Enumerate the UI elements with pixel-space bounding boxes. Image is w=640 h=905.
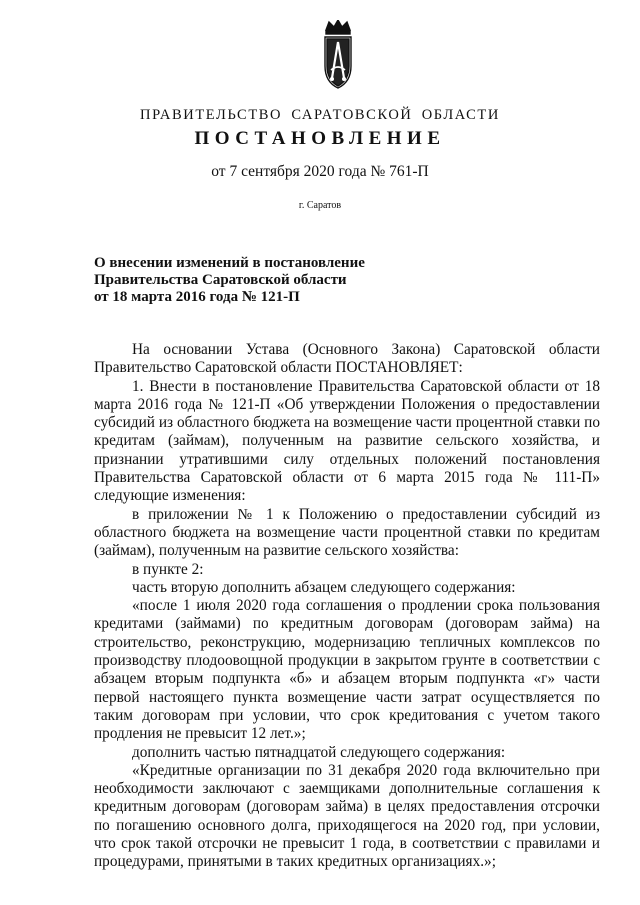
body-paragraph-point-2: в пункте 2: <box>132 560 204 578</box>
body-paragraph-item-1: 1. Внести в постановление Правительства Саратовской области от 18 марта 2016 года № 121-П «Об утверждении Положения о предоставлении субсидий из областного бюджета на возмещение части процентной ставки по кредитам (займам), полученным на развитие сельского хозяйства, и признании утратившими силу отдельных положений постановления Правительства Саратовской области от 6 марта 2015 года № 111-П» следующие изменения: <box>94 377 600 505</box>
body-paragraph-appendix: в приложении № 1 к Положению о предоставлении субсидий из областного бюджета на возмещение части процентной ставки по кредитам (займам), полученным на развитие сельского хозяйства: <box>94 505 600 560</box>
government-name: ПРАВИТЕЛЬСТВО САРАТОВСКОЙ ОБЛАСТИ <box>140 107 500 123</box>
city-name: г. Саратов <box>298 200 342 211</box>
subject-line-2: Правительства Саратовской области <box>94 272 347 288</box>
body-paragraph-quote-2: «Кредитные организации по 31 декабря 2020 года включительно при необходимости заключают с заемщиками дополнительные соглашения к кредитным договорам (договорам займа) в целях предоставления отсрочки по погашению основного долга, приходящегося на 2020 год, при условии, что срок такой отсрочки не превысит 1 года, в соответствии с правилами и процедурами, принятыми в таких кредитных организациях.»; <box>94 761 600 871</box>
subject-line-3: от 18 марта 2016 года № 121-П <box>94 289 300 305</box>
body-paragraph-basis: На основании Устава (Основного Закона) Саратовской области Правительство Саратовской области ПОСТАНОВЛЯЕТ: <box>94 341 600 377</box>
body-paragraph-part-fifteen: дополнить частью пятнадцатой следующего содержания: <box>132 743 506 761</box>
subject-line-1: О внесении изменений в постановление <box>94 255 365 271</box>
body-paragraph-quote-1: «после 1 июля 2020 года соглашения о продлении срока пользования кредитами (займами) по кредитным договорам (договорам займа) на строительство, реконструкцию, модернизацию тепличных комплексов по производству плодоовощной продукции в закрытом грунте в соответствии с абзацем вторым подпункта «б» и абзацем вторым подпункта «г» части первой настоящего пункта возмещение части затрат осуществляется по таким договорам при условии, что срок кредитования с учетом такого продления не превысит 12 лет.»; <box>94 597 600 743</box>
saratov-coat-of-arms-icon <box>318 20 358 90</box>
body-paragraph-part-two: часть вторую дополнить абзацем следующего содержания: <box>132 578 516 596</box>
decree-date-number: от 7 сентября 2020 года № 761-П <box>211 163 429 180</box>
document-type: ПОСТАНОВЛЕНИЕ <box>194 128 446 149</box>
decree-subject <box>94 255 414 306</box>
decree-body <box>94 341 600 872</box>
